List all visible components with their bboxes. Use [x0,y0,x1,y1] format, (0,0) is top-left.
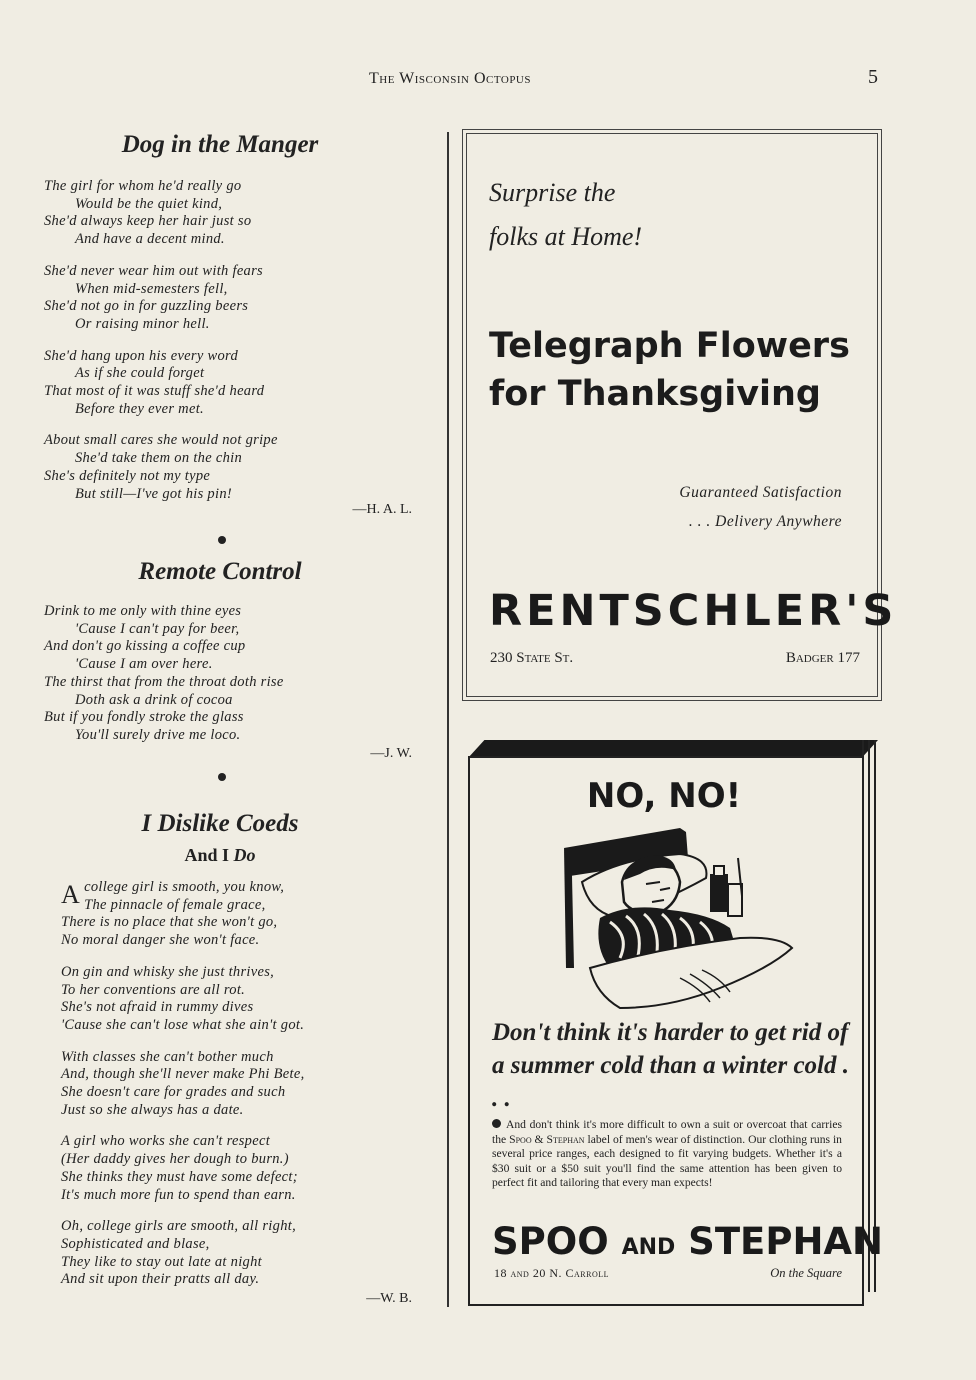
poem-line: She'd never wear him out with fears [44,262,263,279]
poem-line: The thirst that from the throat doth rise [44,673,284,690]
poem-line: She'd always keep her hair just so [44,213,252,230]
poem-line: As if she could forget [75,365,205,382]
poem-line: About small cares she would not gripe [44,432,278,449]
poem-subtitle [40,845,400,866]
ad-headline-line2: for Thanksgiving [489,374,821,414]
poem-line: With classes she can't bother much [61,1048,274,1065]
poem-line: And sit upon their pratts all day. [61,1271,260,1288]
ad-phone: Badger 177 [785,650,860,666]
stanza [44,263,384,334]
ad-headline: NO, NO! [586,776,742,816]
poem-line: It's much more fun to spend than earn. [61,1186,296,1203]
separator-dot [218,536,226,544]
stanza [61,964,391,1035]
ad-brand-name: RENTSCHLER'S [489,586,898,636]
ad-guarantee [600,478,842,536]
poem-line: But still—I've got his pin! [75,485,232,502]
ad-body-brand: Spoo & Stephan [509,1132,585,1146]
stanza [61,1218,391,1289]
poem-line: There is no place that she won't go, [61,914,278,931]
poem-line: The girl for whom he'd really go [44,178,242,194]
poem-line: The pinnacle of female grace, [84,896,266,913]
sick-man-in-bed-illustration [560,818,800,1014]
poem-dog-in-the-manger [44,178,384,517]
ad-guarantee-line2: . . . Delivery Anywhere [688,513,842,530]
poem-line: Just so she always has a date. [61,1101,244,1118]
stanza [44,603,384,745]
stanza [61,879,391,950]
poem-title-remote-control: Remote Control [138,558,302,585]
column-divider [447,132,449,1307]
poem-i-dislike-coeds [61,879,391,1303]
poem-line: Oh, college girls are smooth, all right, [61,1218,296,1235]
poem-title-dog-in-the-manger: Dog in the Manger [121,131,319,158]
poem-line: To her conventions are all rot. [61,981,246,998]
drop-cap: A [61,880,81,909]
poem-line: (Her daddy gives her dough to burn.) [61,1151,289,1168]
poem-line: She's not afraid in rummy dives [61,999,254,1016]
poem-line: And, though she'll never make Phi Bete, [61,1066,305,1083]
brand-word: SPOO [492,1220,609,1263]
poem-line: 'Cause I am over here. [75,656,213,673]
poem-line: You'll surely drive me loco. [75,726,241,743]
poem-line: She doesn't care for grades and such [61,1084,286,1101]
stanza [61,1133,391,1204]
ad-tagline-line2: folks at Home! [489,222,643,251]
running-header: The Wisconsin Octopus [368,70,531,87]
poem-line: She'd hang upon his every word [44,347,238,364]
poem-line: Would be the quiet kind, [75,195,223,212]
bullet-dot [492,1119,501,1128]
ad-location: On the Square [770,1266,842,1280]
poem-remote-control [44,603,384,759]
stanza [44,432,384,503]
ad-address: 230 State St. [490,650,574,666]
page-number: 5 [868,66,878,88]
poem-line: She thinks they must have some defect; [61,1168,298,1185]
stanza [44,348,384,419]
stanza [44,178,384,249]
brand-word: STEPHAN [688,1220,884,1263]
stanza [61,1049,391,1120]
ad-headline [489,322,850,418]
poem-line: She'd not go in for guzzling beers [44,298,249,315]
poem-signature: —H. A. L. [352,502,412,517]
poem-line: A girl who works she can't respect [61,1133,271,1150]
poem-line: Drink to me only with thine eyes [44,603,242,619]
poem-line: But if you fondly stroke the glass [44,709,244,726]
separator-dot [218,773,226,781]
ad-body-text: label of men's wear of distinction. Our clothing runs in several price ranges, each designed to fit varying budgets. Whether it's a $30 suit or a $50 suit you'll find the same attention has been given to perfect fit and tailoring that every man expects! [492,1132,842,1190]
poem-line: On gin and whisky she just thrives, [61,963,275,980]
ad-tagline-line1: Surprise the [489,178,616,207]
poem-line: No moral danger she won't face. [61,932,260,949]
poem-line: Or raising minor hell. [75,315,210,332]
poem-line: Before they ever met. [75,400,204,417]
ad-slogan: Don't think it's harder to get rid of a summer cold than a winter cold . . . [492,1019,849,1112]
subtitle-text: And I [184,845,230,865]
poem-line: And have a decent mind. [75,231,225,248]
poem-signature: —W. B. [366,1291,412,1306]
brand-conjunction: AND [621,1235,676,1260]
poem-line: She'd take them on the chin [75,450,243,467]
poem-line: Doth ask a drink of cocoa [75,691,233,708]
poem-signature: —J. W. [370,746,412,761]
poem-line: That most of it was stuff she'd heard [44,383,265,400]
poem-line: They like to stay out late at night [61,1253,262,1270]
ad-guarantee-line1: Guaranteed Satisfaction [679,484,842,501]
ad-body-copy [492,1118,842,1191]
ad-brand-name [492,1220,883,1263]
ad-address: 18 and 20 N. Carroll [494,1266,610,1280]
poem-title-i-dislike-coeds: I Dislike Coeds [141,810,299,837]
poem-line: She's definitely not my type [44,467,211,484]
ad-headline-line1: Telegraph Flowers [489,326,850,366]
poem-line: college girl is smooth, you know, [84,879,285,895]
poem-line: 'Cause she can't lose what she ain't got. [61,1016,305,1033]
ad-body-text: And don't think it's more difficult to own a suit or overcoat that carries the [492,1118,842,1146]
subtitle-emphasis: Do [233,845,256,865]
poem-line: And don't go kissing a coffee cup [44,638,246,655]
poem-line: 'Cause I can't pay for beer, [75,620,240,637]
poem-line: Sophisticated and blase, [61,1235,210,1252]
poem-line: When mid-semesters fell, [75,280,228,297]
